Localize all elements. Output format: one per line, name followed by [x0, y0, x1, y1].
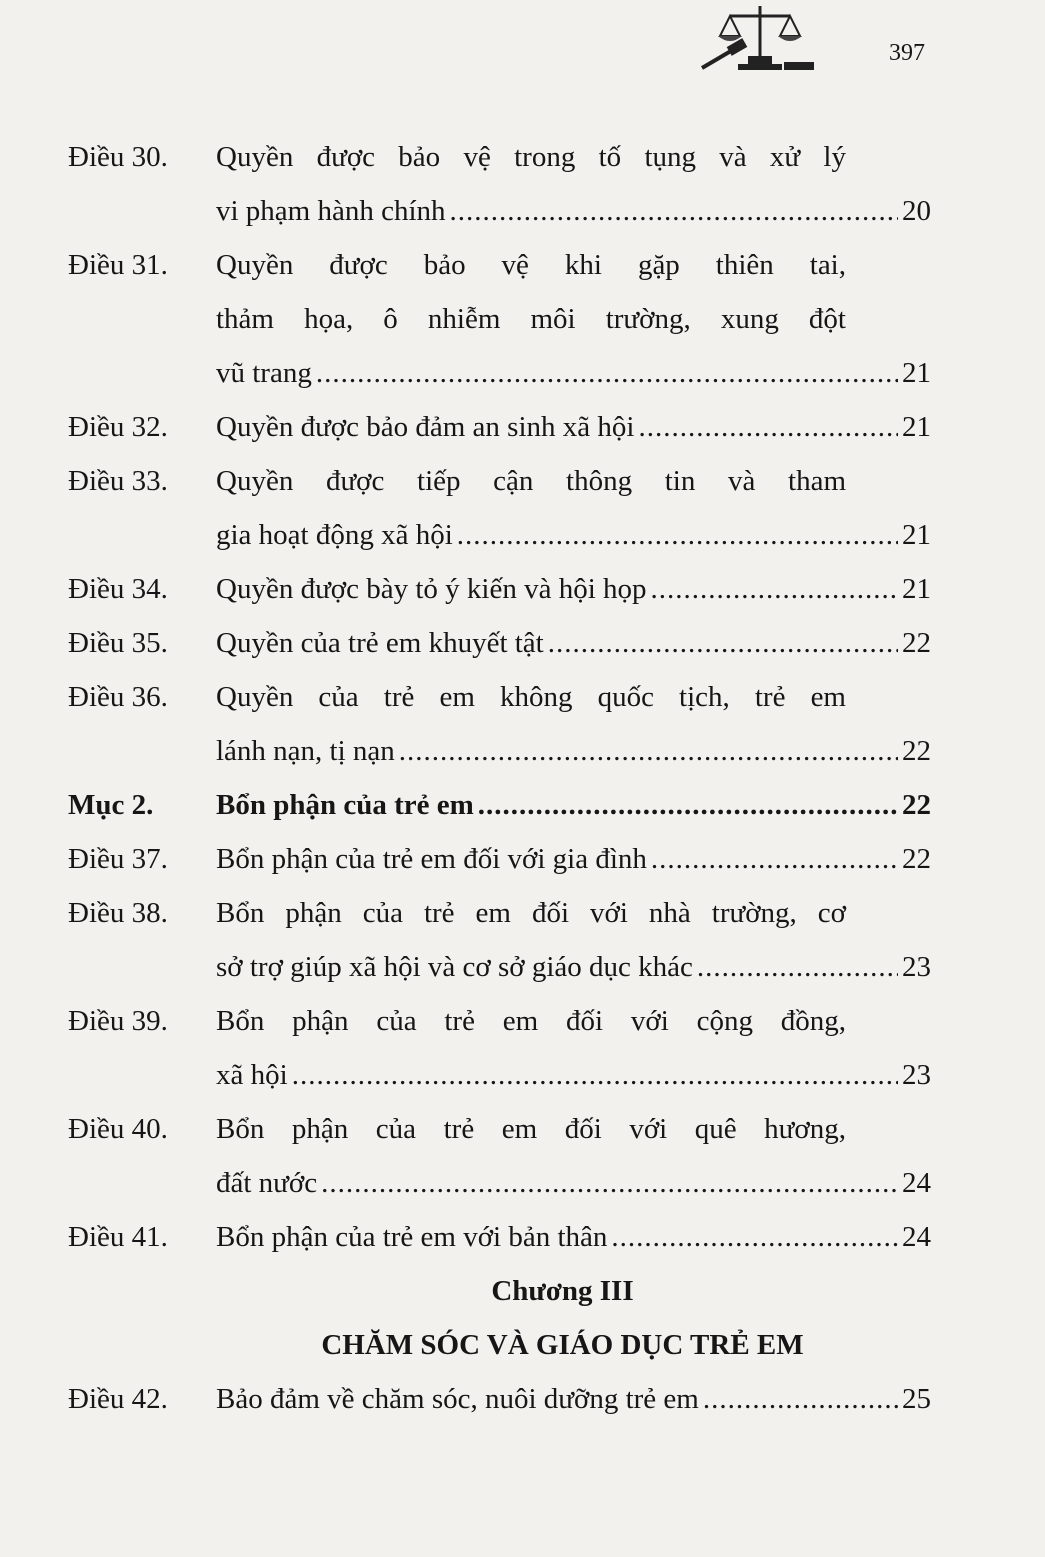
- toc-line: [0, 400, 1045, 454]
- toc-entry: [0, 1210, 1045, 1264]
- chapter-label: Chương III: [491, 1275, 634, 1307]
- page-header: [0, 0, 1045, 80]
- toc-entry: [0, 778, 1045, 832]
- article-number: Mục 2.: [68, 789, 154, 821]
- toc-line: [0, 1048, 1045, 1102]
- chapter-title: CHĂM SÓC VÀ GIÁO DỤC TRẺ EM: [321, 1329, 804, 1361]
- toc-entry: [0, 670, 1045, 778]
- leader-line: [216, 1372, 931, 1426]
- article-number: Điều 42.: [68, 1383, 168, 1415]
- toc-line: [0, 616, 1045, 670]
- dot-leader: [316, 346, 898, 400]
- article-title: xã hội: [216, 1059, 288, 1091]
- article-title: Quyền của trẻ em không quốc tịch, trẻ em: [216, 681, 846, 713]
- article-title: Quyền được tiếp cận thông tin và tham: [216, 465, 846, 497]
- leader-line: [216, 832, 931, 886]
- toc-line: [0, 184, 1045, 238]
- leader-line: [216, 1156, 931, 1210]
- page-ref: 23: [902, 1059, 931, 1091]
- toc-entry: [0, 454, 1045, 562]
- article-title: Bổn phận của trẻ em đối với quê hương,: [216, 1113, 846, 1145]
- toc-entry: [0, 130, 1045, 238]
- page-ref: 22: [902, 627, 931, 659]
- toc-entry: [0, 562, 1045, 616]
- scales-gavel-icon: [700, 4, 820, 72]
- page-ref: 22: [902, 789, 931, 821]
- toc-line: [0, 238, 1045, 292]
- leader-line: [216, 724, 931, 778]
- article-number: Điều 37.: [68, 843, 168, 875]
- page-ref: 23: [902, 951, 931, 983]
- article-number: Điều 31.: [68, 249, 168, 281]
- toc-line: [0, 292, 1045, 346]
- leader-line: [216, 346, 931, 400]
- toc-line: [0, 130, 1045, 184]
- article-number: Điều 40.: [68, 1113, 168, 1145]
- toc-line: [0, 346, 1045, 400]
- dot-leader: [611, 1210, 898, 1264]
- page-ref: 25: [902, 1383, 931, 1415]
- article-title: Bổn phận của trẻ em với bản thân: [216, 1221, 608, 1253]
- article-number: Điều 30.: [68, 141, 168, 173]
- toc-entry: [0, 400, 1045, 454]
- toc-line: [0, 1372, 1045, 1426]
- leader-line: [216, 778, 931, 832]
- article-title: Bổn phận của trẻ em: [216, 789, 474, 821]
- dot-leader: [697, 940, 898, 994]
- page-number: 397: [889, 40, 925, 66]
- toc-line: [0, 1156, 1045, 1210]
- article-title: vi phạm hành chính: [216, 195, 446, 227]
- article-title: Bổn phận của trẻ em đối với nhà trường, cơ: [216, 897, 846, 929]
- dot-leader: [457, 508, 898, 562]
- article-title: vũ trang: [216, 357, 312, 389]
- toc-line: [0, 562, 1045, 616]
- article-number: Điều 32.: [68, 411, 168, 443]
- dot-leader: [548, 616, 898, 670]
- article-number: Điều 36.: [68, 681, 168, 713]
- toc-entry: [0, 238, 1045, 400]
- toc-entry: [0, 832, 1045, 886]
- dot-leader: [703, 1372, 898, 1426]
- article-number: Điều 33.: [68, 465, 168, 497]
- leader-line: [216, 562, 931, 616]
- toc-entry: [0, 994, 1045, 1102]
- toc-entry: [0, 616, 1045, 670]
- toc-line: [0, 994, 1045, 1048]
- dot-leader: [292, 1048, 898, 1102]
- article-number: Điều 39.: [68, 1005, 168, 1037]
- leader-line: [216, 400, 931, 454]
- toc-line: [0, 832, 1045, 886]
- page-ref: 20: [902, 195, 931, 227]
- table-of-contents: [0, 130, 1045, 1426]
- page-ref: 24: [902, 1167, 931, 1199]
- leader-line: [216, 1048, 931, 1102]
- page-ref: 22: [902, 735, 931, 767]
- article-title: Bổn phận của trẻ em đối với gia đình: [216, 843, 647, 875]
- dot-leader: [450, 184, 898, 238]
- page-ref: 24: [902, 1221, 931, 1253]
- article-title: Quyền được bảo vệ trong tố tụng và xử lý: [216, 141, 846, 173]
- article-title: thảm họa, ô nhiễm môi trường, xung đột: [216, 303, 846, 335]
- page-ref: 21: [902, 573, 931, 605]
- page-ref: 21: [902, 357, 931, 389]
- article-number: Điều 34.: [68, 573, 168, 605]
- article-number: Điều 38.: [68, 897, 168, 929]
- dot-leader: [321, 1156, 898, 1210]
- dot-leader: [399, 724, 898, 778]
- article-title: Quyền của trẻ em khuyết tật: [216, 627, 544, 659]
- article-title: gia hoạt động xã hội: [216, 519, 453, 551]
- toc-entry: [0, 1102, 1045, 1210]
- toc-line: [0, 886, 1045, 940]
- leader-line: [216, 616, 931, 670]
- toc-line: [0, 454, 1045, 508]
- article-title: đất nước: [216, 1167, 318, 1199]
- article-title: lánh nạn, tị nạn: [216, 735, 395, 767]
- toc-entry: [0, 1372, 1045, 1426]
- toc-line: [0, 778, 1045, 832]
- toc-line: [0, 724, 1045, 778]
- dot-leader: [651, 832, 898, 886]
- page-ref: 21: [902, 411, 931, 443]
- article-number: Điều 41.: [68, 1221, 168, 1253]
- article-title: Quyền được bảo đảm an sinh xã hội: [216, 411, 635, 443]
- article-title: sở trợ giúp xã hội và cơ sở giáo dục khác: [216, 951, 693, 983]
- toc-line: [0, 1210, 1045, 1264]
- toc-line: [0, 670, 1045, 724]
- dot-leader: [638, 400, 898, 454]
- dot-leader: [478, 778, 898, 832]
- article-number: Điều 35.: [68, 627, 168, 659]
- article-title: Quyền được bày tỏ ý kiến và hội họp: [216, 573, 647, 605]
- toc-line: [0, 940, 1045, 994]
- toc-line: [0, 508, 1045, 562]
- dot-leader: [651, 562, 898, 616]
- page-ref: 21: [902, 519, 931, 551]
- page-ref: 22: [902, 843, 931, 875]
- leader-line: [216, 940, 931, 994]
- leader-line: [216, 508, 931, 562]
- article-title: Bổn phận của trẻ em đối với cộng đồng,: [216, 1005, 846, 1037]
- toc-entry: [0, 886, 1045, 994]
- leader-line: [216, 184, 931, 238]
- toc-line: [0, 1102, 1045, 1156]
- leader-line: [216, 1210, 931, 1264]
- article-title: Quyền được bảo vệ khi gặp thiên tai,: [216, 249, 846, 281]
- article-title: Bảo đảm về chăm sóc, nuôi dưỡng trẻ em: [216, 1383, 699, 1415]
